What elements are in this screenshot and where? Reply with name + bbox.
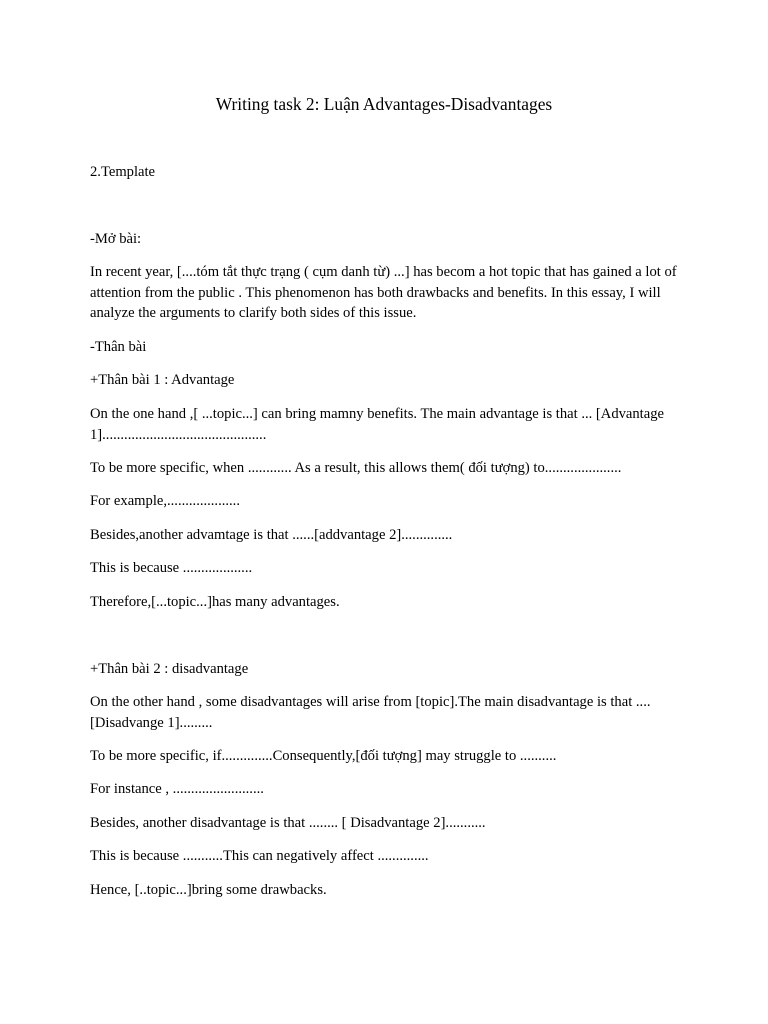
body1-paragraph-2: To be more specific, when ............ As a result, this allows them( đối tượng) to..................... xyxy=(90,460,622,476)
section-heading-body: -Thân bài xyxy=(90,339,147,355)
section-heading-template: 2.Template xyxy=(90,164,156,180)
body1-paragraph-5: This is because ................... xyxy=(90,560,253,576)
document-title: Writing task 2: Luận Advantages-Disadvantages xyxy=(215,94,553,114)
body2-paragraph-5: This is because ...........This can negatively affect .............. xyxy=(90,848,429,864)
body1-paragraph-6: Therefore,[...topic...]has many advantages. xyxy=(90,594,340,610)
body2-paragraph-4: Besides, another disadvantage is that ........ [ Disadvantage 2]........... xyxy=(90,815,486,831)
body2-paragraph-1: On the other hand , some disadvantages will arise from [topic].The main disadvantage is that .... [Disadvange 1]......... xyxy=(90,694,651,731)
body1-heading: +Thân bài 1 : Advantage xyxy=(90,372,235,388)
body1-paragraph-3: For example,.................... xyxy=(90,493,240,509)
body2-heading: +Thân bài 2 : disadvantage xyxy=(90,661,249,677)
intro-paragraph: In recent year, [....tóm tắt thực trạng ( cụm danh từ) ...] has becom a hot topic that has gained a lot of attention from the public . This phenomenon has both drawbacks and benefits. In this essay, I will analyze the arguments to clarify both sides of this issue. xyxy=(90,264,677,321)
section-heading-intro: -Mở bài: xyxy=(90,231,142,247)
body1-paragraph-4: Besides,another advamtage is that ......[addvantage 2].............. xyxy=(90,527,453,543)
body1-paragraph-1: On the one hand ,[ ...topic...] can bring mamny benefits. The main advantage is that ... [Advantage 1]............................................. xyxy=(90,406,664,443)
body2-paragraph-2: To be more specific, if..............Consequently,[đối tượng] may struggle to .......... xyxy=(90,748,557,764)
body2-paragraph-6: Hence, [..topic...]bring some drawbacks. xyxy=(90,882,327,898)
body2-paragraph-3: For instance , ......................... xyxy=(90,781,264,797)
